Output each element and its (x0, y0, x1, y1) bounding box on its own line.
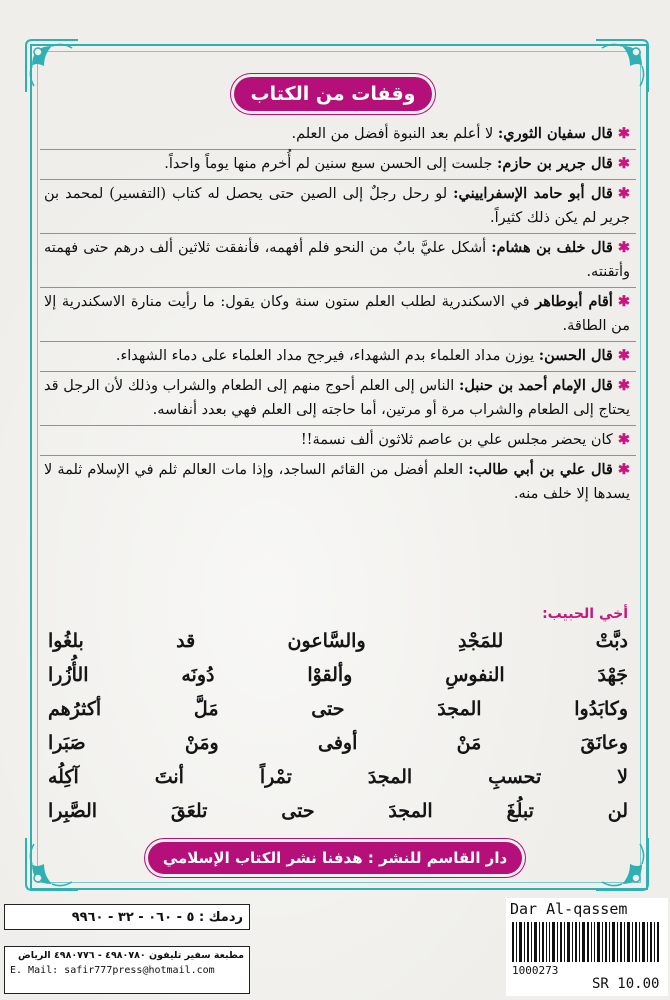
asterisk-icon: ✱ (617, 431, 630, 448)
corner-ornament-icon (22, 834, 82, 894)
barcode-label: Dar Al-qassem (510, 900, 628, 918)
quote-text: الناس إلى العلم أحوج منهم إلى الطعام والشراب وذلك لأن الرجل قد يحتاج إلى الطعام والشراب مرة أو مرتين، أما حاجته إلى العلم فهي بعدد أنفاسه. (44, 378, 630, 418)
poem-line: جَهْدَ النفوسِ وألقوْا دُونَه الأُزُرا (48, 664, 628, 686)
quote-author: قال الحسن: (538, 347, 613, 364)
poem (48, 624, 628, 828)
printer-phone: مطبعة سفير تليفون ٤٩٨٠٧٨٠ - ٤٩٨٠٧٧٦ الرياض (18, 950, 244, 961)
quote-text: جلست إلى الحسن سبع سنين لم أُخرم منها يوماً واحداً. (164, 156, 493, 172)
quote-author: قال الإمام أحمد بن حنبل: (458, 377, 613, 394)
poem-line: دبَّتْ للمَجْدِ والسَّاعون قد بلغُوا (48, 630, 628, 652)
poem-line: وكابَدُوا المجدَ حتى مَلَّ أكثرُهم (48, 698, 628, 720)
asterisk-icon: ✱ (617, 239, 631, 256)
poem-heading: أخي الحبيب: (542, 606, 628, 622)
quote-item (40, 288, 636, 342)
quote-author: قال علي بن أبي طالب: (468, 461, 613, 478)
barcode-sticker (506, 898, 668, 996)
quote-item (40, 120, 636, 150)
quote-item (40, 426, 636, 456)
quote-text: لو رحل رجلٌ إلى الصين حتى يحصل له كتاب (التفسير) لمحمد بن جرير لم يكن ذلك كثيراً. (44, 186, 630, 226)
price-label: SR 10.00 (592, 976, 660, 992)
quote-author: قال جرير بن حازم: (497, 155, 613, 172)
quote-item (40, 234, 636, 288)
quote-text: يوزن مداد العلماء بدم الشهداء، فيرجح مداد العلماء على دماء الشهداء. (115, 348, 535, 364)
quote-item (40, 372, 636, 426)
printer-email: E. Mail: safir777press@hotmail.com (10, 965, 215, 976)
quote-text: لا أعلم بعد النبوة أفضل من العلم. (291, 126, 494, 142)
quote-item (40, 342, 636, 372)
quote-text: كان يحضر مجلس علي بن عاصم ثلاثون ألف نسمة!! (300, 432, 613, 448)
quote-text: العلم أفضل من القائم الساجد، وإذا مات العالم ثلم في الإسلام ثلمة لا يسدها إلا خلف منه. (44, 462, 630, 502)
asterisk-icon: ✱ (617, 155, 630, 172)
quotes-list (40, 120, 636, 509)
barcode-icon (510, 922, 660, 962)
quote-author: قال سفيان الثوري: (497, 125, 613, 142)
asterisk-icon: ✱ (617, 347, 630, 364)
corner-ornament-icon (22, 36, 82, 96)
poem-line: لن تبلُغَ المجدَ حتى تلعَقَ الصَّبِرا (48, 800, 628, 822)
section-title: وقفات من الكتاب (234, 77, 432, 111)
quote-author: قال أبو حامد الإسفراييني: (453, 185, 613, 202)
isbn-box: ردمك : ٥ - ٠٦٠ - ٣٢ - ٩٩٦٠ (4, 904, 250, 930)
quote-item (40, 180, 636, 234)
quote-text: في الاسكندرية لطلب العلم ستون سنة وكان يقول: ما رأيت منارة الاسكندرية إلا من الطاقة. (44, 294, 630, 334)
quote-item (40, 150, 636, 180)
poem-line: وعانَقَ مَنْ أوفى ومَنْ صَبَرا (48, 732, 628, 754)
printer-info (4, 946, 250, 994)
poem-line: لا تحسبِ المجدَ تمْراً أنتَ آكِلُه (48, 766, 628, 788)
quote-author: أقام أبوطاهر (535, 293, 613, 310)
quote-item (40, 456, 636, 509)
asterisk-icon: ✱ (617, 293, 630, 310)
quote-author: قال خلف بن هشام: (491, 239, 613, 256)
asterisk-icon: ✱ (617, 461, 630, 478)
quote-text: أشكل عليَّ بابٌ من النحو فلم أفهمه، فأنفقت ثلاثين ألف درهم حتى فهمته وأتقنته. (44, 240, 630, 280)
asterisk-icon: ✱ (617, 377, 630, 394)
asterisk-icon: ✱ (617, 185, 630, 202)
publisher-banner: دار القاسم للنشر : هدفنا نشر الكتاب الإسلامي (148, 842, 522, 874)
barcode-number: 1000273 (512, 964, 559, 977)
asterisk-icon: ✱ (617, 125, 630, 142)
corner-ornament-icon (592, 36, 652, 96)
corner-ornament-icon (592, 834, 652, 894)
